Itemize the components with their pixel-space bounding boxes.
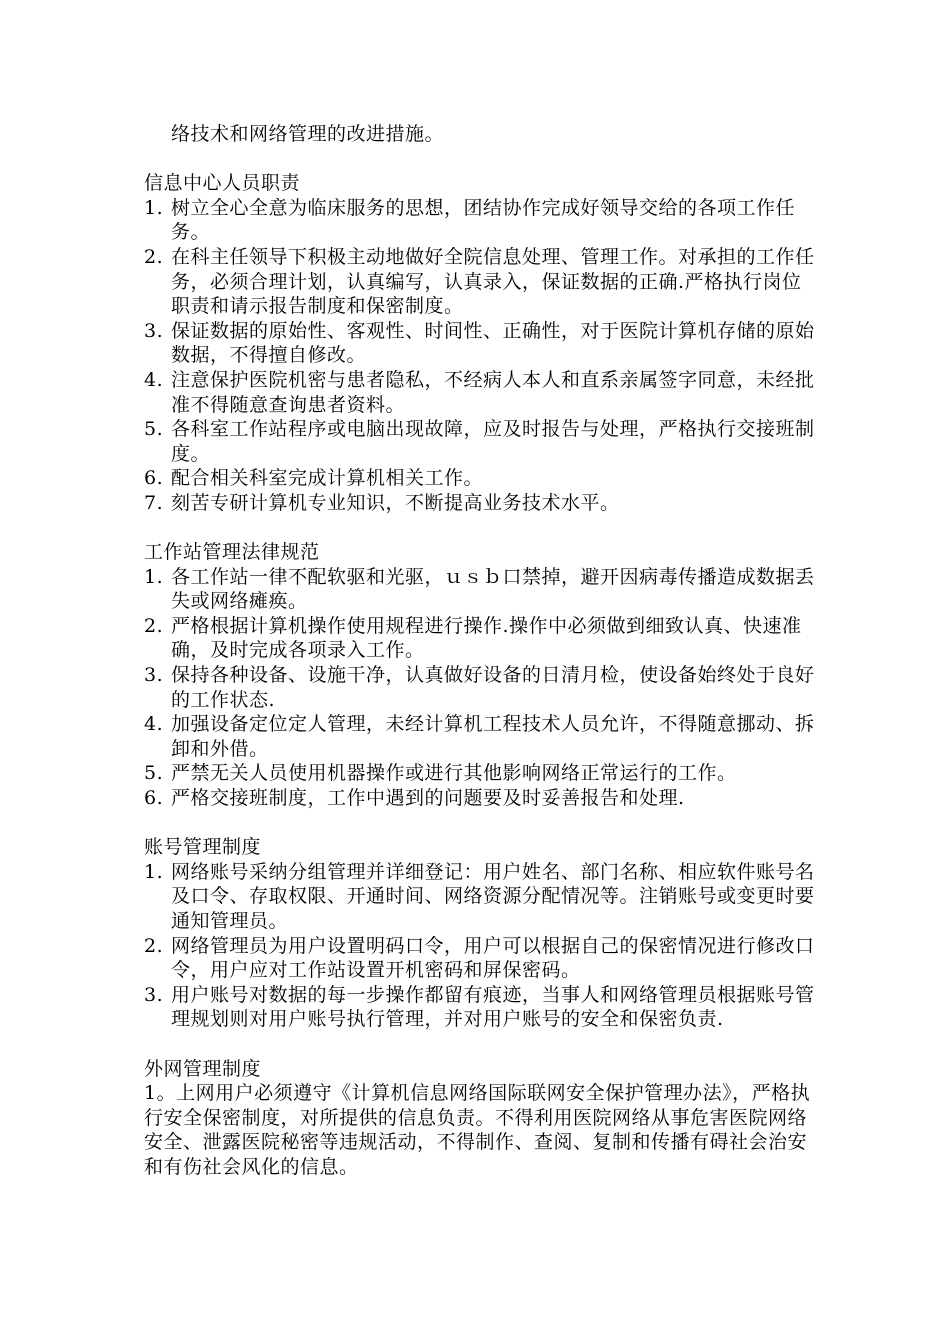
item-text: 严格根据计算机操作使用规程进行操作.操作中必须做到细致认真、快速准确，及时完成各项录入工作。 [171,614,802,662]
intro-line: 络技术和网络管理的改进措施。 [171,123,445,145]
item-text: 保证数据的原始性、客观性、时间性、正确性，对于医院计算机存储的原始数据，不得擅自修改。 [171,319,815,367]
list-item [144,786,816,811]
section-staff-duties [144,171,816,515]
item-number: 1. [144,565,164,588]
section-title: 账号管理制度 [144,836,262,859]
item-text: 保持各种设备、设施干净，认真做好设备的日清月检，使设备始终处于良好的工作状态. [171,664,815,711]
document-body [144,122,816,1180]
list-item [144,663,816,712]
item-number: 2. [144,245,164,268]
item-number: 1. [144,196,164,219]
section-external-network-rules [144,1057,816,1180]
list-item [144,565,816,614]
item-number: 3. [144,319,164,342]
item-text: 各科室工作站程序或电脑出现故障，应及时报告与处理，严格执行交接班制度。 [171,418,815,465]
section-title: 信息中心人员职责 [144,172,301,195]
item-number: 4. [144,713,164,736]
item-text: 用户账号对数据的每一步操作都留有痕迹，当事人和网络管理员根据账号管理规划则对用户账号执行管理，并对用户账号的安全和保密负责. [171,983,815,1031]
item-number: 6. [144,467,164,490]
list-item [144,934,816,983]
item-number: 2. [144,614,164,637]
item-text: 严禁无关人员使用机器操作或进行其他影响网络正常运行的工作。 [171,762,737,785]
list-item [144,491,816,516]
list-item [144,196,816,245]
item-text: 刻苦专研计算机专业知识，不断提高业务技术水平。 [171,491,620,514]
section-title: 外网管理制度 [144,1057,262,1080]
list-item [144,614,816,663]
item-number: 5. [144,762,164,785]
list-item [144,368,816,417]
item-text: 各工作站一律不配软驱和光驱，ｕｓｂ口禁掉，避开因病毒传播造成数据丢失或网络瘫痪。 [171,565,815,613]
item-number: 5. [144,418,164,441]
item-text: 配合相关科室完成计算机相关工作。 [171,467,484,490]
list-item [144,860,816,934]
item-text: 注意保护医院机密与患者隐私，不经病人本人和直系亲属签字同意，未经批准不得随意查询患者资料。 [171,368,815,416]
item-number: 2. [144,934,164,957]
item-text: 严格交接班制度，工作中遇到的问题要及时妥善报告和处理. [171,787,685,810]
list-item [144,712,816,761]
item-number: 3. [144,664,164,687]
list-item [144,466,816,491]
item-text: 在科主任领导下积极主动地做好全院信息处理、管理工作。对承担的工作任务，必须合理计划，认真编写，认真录入，保证数据的正确.严格执行岗位职责和请示报告制度和保密制度。 [171,245,815,318]
item-text: 树立全心全意为临床服务的思想，团结协作完成好领导交给的各项工作任务。 [171,196,796,244]
item-text: 网络账号采纳分组管理并详细登记：用户姓名、部门名称、相应软件账号名及口令、存取权限、开通时间、网络资源分配情况等。注销账号或变更时要通知管理员。 [171,860,815,932]
item-number: 3. [144,983,164,1006]
section-title: 工作站管理法律规范 [144,541,320,564]
item-number: 7. [144,491,164,514]
section-paragraph: 1。上网用户必须遵守《计算机信息网络国际联网安全保护管理办法》，严格执行安全保密制度，对所提供的信息负责。不得利用医院网络从事危害医院网络安全、泄露医院秘密等违规活动，不得制作、查阅、复制和传播有碍社会治安和有伤社会风化的信息。 [144,1082,811,1178]
list-item [144,319,816,368]
list-item [144,417,816,466]
item-number: 6. [144,787,164,810]
item-text: 网络管理员为用户设置明码口令，用户可以根据自己的保密情况进行修改口令，用户应对工作站设置开机密码和屏保密码。 [171,934,815,982]
item-number: 4. [144,368,164,391]
item-number: 1. [144,860,164,883]
section-account-rules [144,835,816,1032]
item-text: 加强设备定位定人管理，未经计算机工程技术人员允许，不得随意挪动、拆卸和外借。 [171,713,815,760]
section-workstation-rules [144,540,816,811]
list-item [144,245,816,319]
list-item [144,761,816,786]
list-item [144,983,816,1032]
